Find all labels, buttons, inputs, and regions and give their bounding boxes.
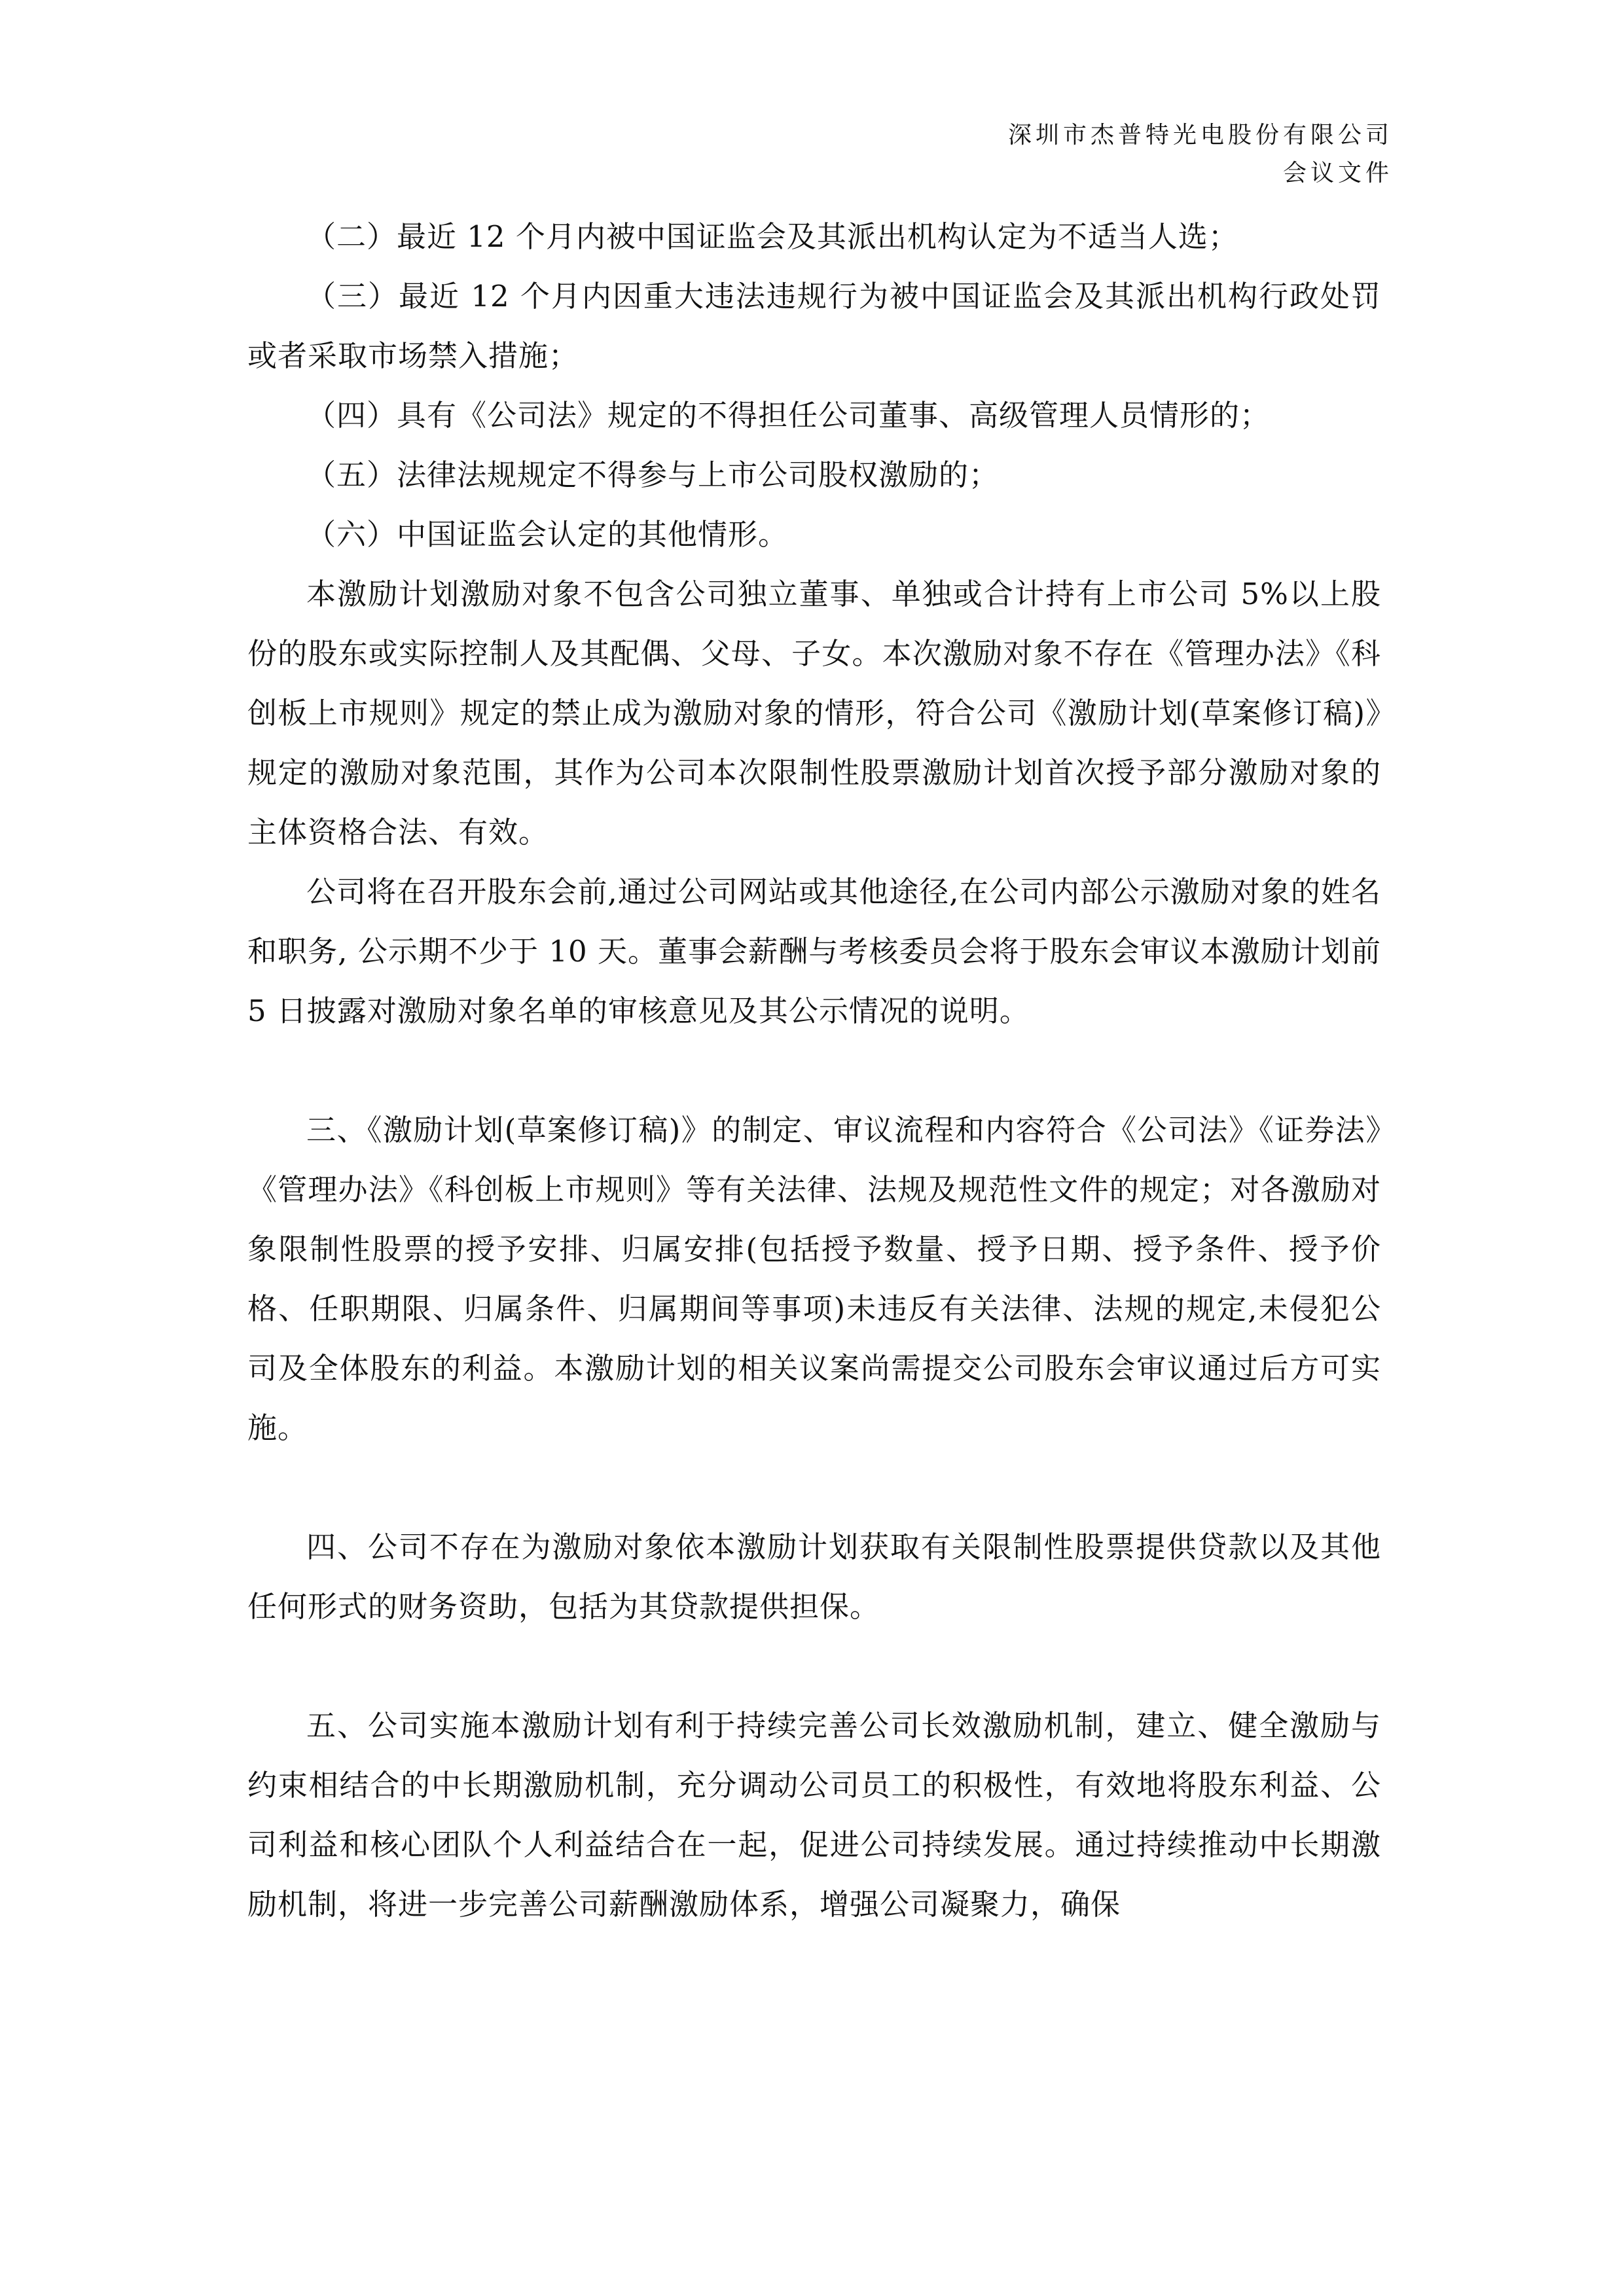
- clause-item-3: （三）最近 12 个月内因重大违法违规行为被中国证监会及其派出机构行政处罚或者采取市场禁入措施；: [247, 279, 1381, 373]
- header-company-name: 深圳市杰普特光电股份有限公司: [1007, 122, 1393, 149]
- section-three-paragraph: 三、《激励计划(草案修订稿)》的制定、审议流程和内容符合《公司法》《证券法》《管理办法》《科创板上市规则》等有关法律、法规及规范性文件的规定；对各激励对象限制性股票的授予安排、归属安排(包括授予数量、授予日期、授予条件、授予价格、任职期限、归属条件、归属期间等事项)未违反有关法律、法规的规定,未侵犯公司及全体股东的利益。本激励计划的相关议案尚需提交公司股东会审议通过后方可实施。: [247, 1113, 1381, 1445]
- section-five-paragraph: 五、公司实施本激励计划有利于持续完善公司长效激励机制，建立、健全激励与约束相结合的中长期激励机制，充分调动公司员工的积极性，有效地将股东利益、公司利益和核心团队个人利益结合在一起，促进公司持续发展。通过持续推动中长期激励机制，将进一步完善公司薪酬激励体系，增强公司凝聚力，确保: [247, 1708, 1381, 1922]
- clause-item-2: （二）最近 12 个月内被中国证监会及其派出机构认定为不适当人选；: [306, 219, 1238, 254]
- section-four-paragraph: 四、公司不存在为激励对象依本激励计划获取有关限制性股票提供贷款以及其他任何形式的财务资助，包括为其贷款提供担保。: [247, 1530, 1381, 1624]
- clause-item-4: （四）具有《公司法》规定的不得担任公司董事、高级管理人员情形的；: [306, 398, 1271, 433]
- page-header: [1008, 117, 1393, 192]
- eligibility-paragraph: 本激励计划激励对象不包含公司独立董事、单独或合计持有上市公司 5%以上股份的股东或实际控制人及其配偶、父母、子女。本次激励对象不存在《管理办法》《科创板上市规则》规定的禁止成为激励对象的情形，符合公司《激励计划(草案修订稿)》规定的激励对象范围，其作为公司本次限制性股票激励计划首次授予部分激励对象的主体资格合法、有效。: [247, 577, 1381, 850]
- header-document-type: 会议文件: [1282, 160, 1393, 187]
- clause-item-6: （六）中国证监会认定的其他情形。: [306, 517, 789, 552]
- clause-item-5: （五）法律法规规定不得参与上市公司股权激励的；: [306, 457, 1000, 492]
- document-body: [247, 207, 1381, 1934]
- public-notice-paragraph: 公司将在召开股东会前,通过公司网站或其他途径,在公司内部公示激励对象的姓名和职务, 公示期不少于 10 天。董事会薪酬与考核委员会将于股东会审议本激励计划前 5 日披露对激励对象名单的审核意见及其公示情况的说明。: [247, 874, 1381, 1028]
